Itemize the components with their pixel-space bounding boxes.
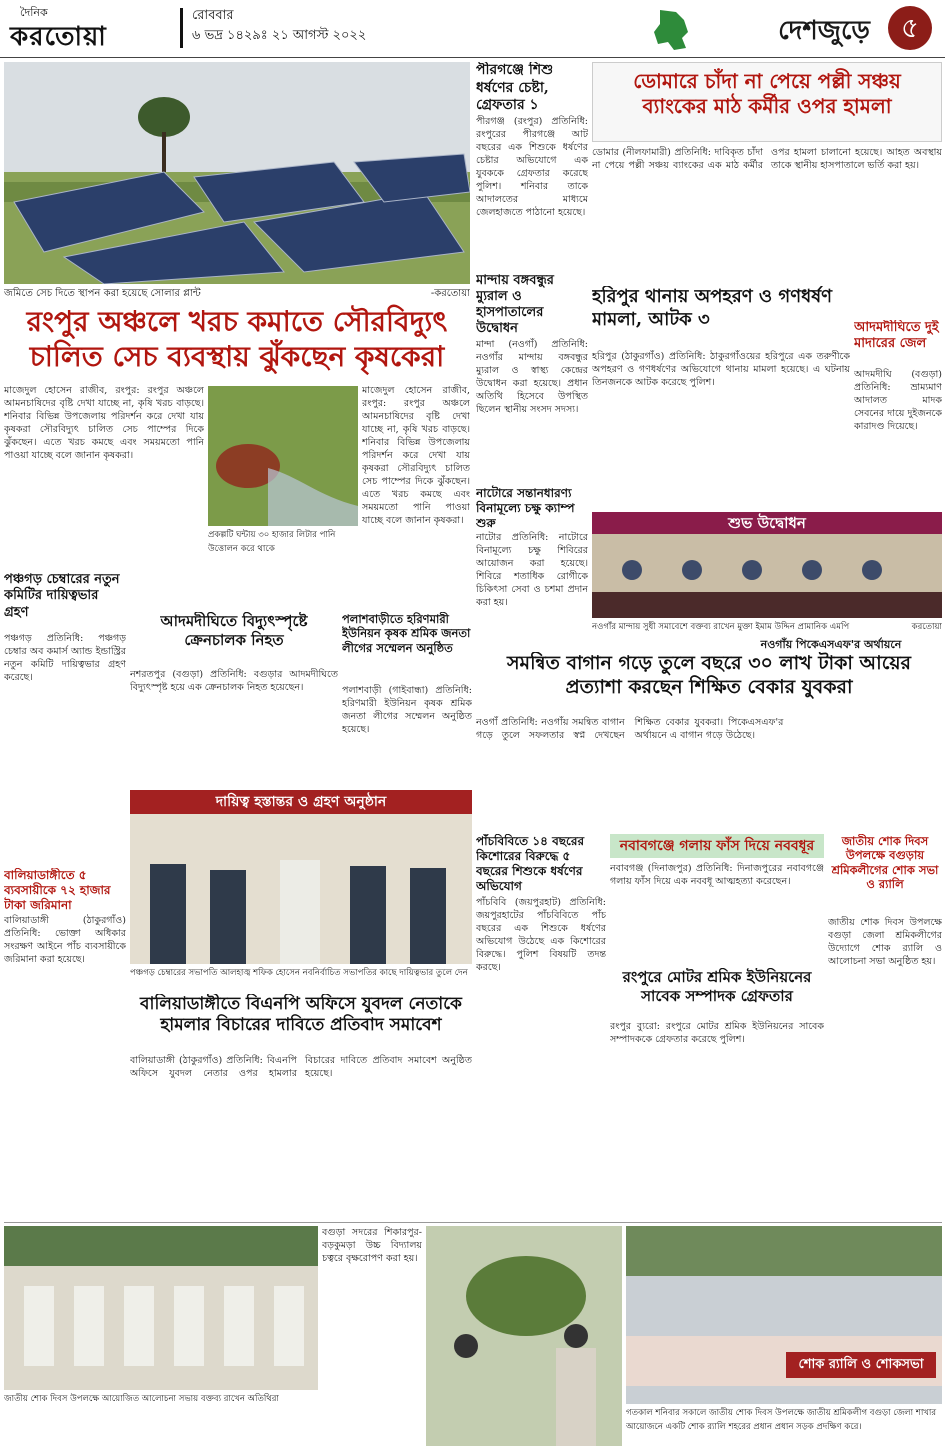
bottom-mid-paragraph: বগুড়া সদরের শিকারপুর-বড়কুমড়া উচ্চ বিদ্যালয় চত্বরে বৃক্ষরোপণ করা হয়। xyxy=(322,1227,422,1264)
adamdighi-jail-headline: আদমদীঘিতে দুই মাদারের জেল xyxy=(854,320,939,352)
bottom-mid-text xyxy=(322,1226,422,1446)
crane-text: নশরতপুর (বগুড়া) প্রতিনিধি: বগুড়ার আদমদীঘিতে বিদ্যুৎস্পৃষ্ট হয়ে এক ক্রেনচালক নিহত হয়েছেন। xyxy=(130,669,338,693)
main-story-text: মাজেদুল হোসেন রাজীব, রংপুর: রংপুর অঞ্চলে আমনচাষিদের বৃষ্টি দেখা যাচ্ছে না, কৃষি খরচ বাড়ছে। শনিবার বিভিন্ন উপজেলায় পরিদর্শন করে দেখা যায় কৃষকরা সৌরবিদ্যুৎ চালিত সেচ পাম্পের দিকে ঝুঁকছেন। এতে খরচ কমছে এবং সময়মতো পানি পাওয়া যাচ্ছে বলে জানান কৃষকরা। xyxy=(4,385,204,461)
naogaon-headline: সমন্বিত বাগান গড়ে তুলে বছরে ৩০ লাখ টাকা আয়ের প্রত্যাশা করছেন শিক্ষিত বেকার যুবকরা xyxy=(506,652,911,698)
adamdighi-jail-body xyxy=(854,368,942,508)
mourning-headline: জাতীয় শোক দিবস উপলক্ষে বগুড়ায় শ্রমিকলীগের শোক সভা ও র‍্যালি xyxy=(831,834,939,892)
crane-body xyxy=(130,668,338,784)
masthead xyxy=(0,0,945,58)
crane-headline: আদমদীঘিতে বিদ্যুৎস্পৃষ্টে ক্রেনচালক নিহত xyxy=(160,612,308,649)
domar-headline-box xyxy=(592,62,942,142)
solar-photo-caption: জমিতে সেচ দিতে স্থাপন করা হয়েছে সোলার প্লান্ট xyxy=(4,288,201,299)
bangladesh-map-icon xyxy=(650,8,692,52)
natore-body: নাটোর প্রতিনিধি: নাটোরে বিনামূল্যে চক্ষু শিবিরের আয়োজন করা হয়েছে। শিবিরে শতাধিক রোগীকে চিকিৎসা সেবা ও চশমা প্রদান করা হয়। xyxy=(476,531,588,608)
mourning-text: জাতীয় শোক দিবস উপলক্ষে বগুড়া জেলা শ্রমিকলীগের উদ্যোগে শোক র‍্যালি ও আলোচনা সভা অনুষ্ঠিত হয়। xyxy=(828,917,942,967)
pirganj-body: পীরগঞ্জ (রংপুর) প্রতিনিধি: রংপুরের পীরগঞ্জে আট বছরের এক শিশুকে ধর্ষণের চেষ্টার অভিযোগে এক যুবককে গ্রেফতার করেছে পুলিশ। শনিবার তাকে আদালতের মাধ্যমে জেলহাজতে পাঠানো হয়েছে। xyxy=(476,115,588,218)
issue-date: ৬ ভদ্র ১৪২৯ঃ ২১ আগস্ট ২০২২ xyxy=(192,28,367,43)
nawabganj-headline: নবাবগঞ্জে গলায় ফাঁস দিয়ে নববধূর xyxy=(619,838,815,854)
inauguration-credit: করতোয়া xyxy=(911,622,942,632)
natore-headline: নাটোরে সন্তানধারণ্য বিনামূল্যে চক্ষু ক্যাম্প শুরু xyxy=(476,485,575,530)
protest-body xyxy=(130,1054,472,1220)
main-story-text-cont: মাজেদুল হোসেন রাজীব, রংপুর: রংপুর অঞ্চলে আমনচাষিদের বৃষ্টি দেখা যাচ্ছে না, কৃষি খরচ বাড়ছে। শনিবার বিভিন্ন উপজেলায় পরিদর্শন করে দেখা যায় কৃষকরা সৌরবিদ্যুৎ চালিত সেচ পাম্পের দিকে ঝুঁকছেন। এতে খরচ কমছে এবং সময়মতো পানি পাওয়া যাচ্ছে বলে জানান কৃষকরা। xyxy=(362,385,470,526)
main-headline: রংপুর অঞ্চলে খরচ কমাতে সৌরবিদ্যুৎ চালিত সেচ ব্যবস্থায় ঝুঁকছেন কৃষকেরা xyxy=(26,305,448,373)
domar-headline: ডোমারে চাঁদা না পেয়ে পল্লী সঞ্চয় ব্যাংকের মাঠ কর্মীর ওপর হামলা xyxy=(633,69,901,118)
motor-body xyxy=(610,1020,824,1218)
date-block xyxy=(192,6,372,52)
domar-text: ডোমার (নীলফামারী) প্রতিনিধি: দাবিকৃত চাঁদা না পেয়ে পল্লী সঞ্চয় ব্যাংকের এক মাঠ কর্মীর ওপর হামলা চালানো হয়েছে। আহত অবস্থায় তাকে স্থানীয় হাসপাতালে ভর্তি করা হয়। xyxy=(592,147,942,171)
baliyadangi-fine-text: বালিয়াডাঙ্গী (ঠাকুরগাঁও) প্রতিনিধি: ভোক্তা অধিকার সংরক্ষণ আইনে পাঁচ ব্যবসায়ীকে জরিমানা করা হয়েছে। xyxy=(4,915,126,965)
palashbari-headline: পলাশবাড়ীতে হরিণমারী ইউনিয়ন কৃষক শ্রমিক জনতা লীগের সম্মেলন অনুষ্ঠিত xyxy=(342,612,471,655)
mourning-rally-banner: শোক র‍্যালি ও শোকসভা xyxy=(786,1352,936,1378)
pirganj-headline: পীরগঞ্জে শিশু ধর্ষণের চেষ্টা, গ্রেফতার ১ xyxy=(476,62,554,113)
masthead-divider xyxy=(180,8,183,48)
haripur-body xyxy=(592,350,850,500)
domar-body xyxy=(592,146,942,282)
weekday: রোববার xyxy=(192,8,234,23)
panchbibi-headline: পাঁচবিবিতে ১৪ বছরের কিশোরের বিরুদ্ধে ৫ বছরের শিশুকে ধর্ষণের অভিযোগ xyxy=(476,834,585,893)
paper-name: করতোয়া xyxy=(10,22,107,52)
tree-planting-photo xyxy=(426,1226,622,1446)
panchbibi-text: পাঁচবিবি (জয়পুরহাট) প্রতিনিধি: জয়পুরহাটের পাঁচবিবিতে পাঁচ বছরের এক শিশুকে ধর্ষণের অভিযোগ উঠেছে এক কিশোরের বিরুদ্ধে। পুলিশ বিষয়টি তদন্ত করছে। xyxy=(476,897,606,973)
bottom-divider xyxy=(4,1222,942,1223)
inauguration-banner: শুভ উদ্বোধন xyxy=(728,514,806,532)
paper-logo xyxy=(6,4,166,52)
nawabganj-text: নবাবগঞ্জ (দিনাজপুর) প্রতিনিধি: দিনাজপুরের নবাবগঞ্জে গলায় ফাঁস দিয়ে এক নববধূ আত্মহত্যা করেছেন। xyxy=(610,863,824,887)
section-name: দেশজুড়ে xyxy=(778,16,870,46)
panchagarh-text: পঞ্চগড় প্রতিনিধি: পঞ্চগড় চেম্বার অব কমার্স অ্যান্ড ইন্ডাস্ট্রির নতুন কমিটি দায়িত্বভার গ্রহণ করেছে। xyxy=(4,633,126,683)
mourning-rally-photo xyxy=(626,1226,942,1404)
solar-plant-photo xyxy=(4,62,470,284)
paper-small-label: দৈনিক xyxy=(20,6,48,19)
main-story-body-cont xyxy=(362,384,470,566)
mourning-body xyxy=(828,916,942,1218)
page-number: ৫ xyxy=(888,6,932,50)
adamdighi-jail-text: আদমদীঘি (বগুড়া) প্রতিনিধি: ভ্রাম্যমাণ আদালত মাদক সেবনের দায়ে দুইজনকে কারাদণ্ড দিয়েছে। xyxy=(854,369,942,432)
handover-caption: পঞ্চগড় চেম্বারের সভাপতি আলহাজ্ব শফিক হোসেন নবনির্বাচিত সভাপতির কাছে দায়িত্বভার তুলে দেন xyxy=(130,968,468,978)
irrigation-photo-caption: প্রকল্পটি ঘন্টায় ৩০ হাজার লিটার পানি উত্তোলন করে থাকে xyxy=(208,530,336,554)
nawabganj-body xyxy=(610,862,824,966)
manda-headline: মান্দায় বঙ্গবন্ধুর ম্যুরাল ও হাসপাতালের উদ্বোধন xyxy=(476,272,554,337)
motor-headline: রংপুরে মোটর শ্রমিক ইউনিয়নের সাবেক সম্পাদক গ্রেফতার xyxy=(622,968,812,1005)
handover-photo xyxy=(130,814,472,964)
haripur-text: হরিপুর (ঠাকুরগাঁও) প্রতিনিধি: ঠাকুরগাঁওয়ের হরিপুরে এক তরুণীকে অপহরণ ও গণধর্ষণের অভিযোগে থানায় মামলা হয়েছে। এ ঘটনায় তিনজনকে আটক করেছে পুলিশ। xyxy=(592,351,850,388)
inauguration-banner-bar xyxy=(592,512,942,534)
manda-body: মান্দা (নওগাঁ) প্রতিনিধি: নওগাঁর মান্দায় বঙ্গবন্ধুর ম্যুরাল ও স্বাস্থ্য কেন্দ্রের উদ্বোধন করা হয়েছে। প্রধান অতিথি হিসেবে উপস্থিত ছিলেন স্থানীয় সংসদ সদস্য। xyxy=(476,338,588,415)
inauguration-caption: নওগাঁর মান্দায় সুধী সমাবেশে বক্তব্য রাখেন মুক্তা ইমাম উদ্দিন প্রামানিক এমপি xyxy=(592,622,850,632)
baliyadangi-fine-body xyxy=(4,914,126,1074)
handover-banner: দায়িত্ব হস্তান্তর ও গ্রহণ অনুষ্ঠান xyxy=(130,790,472,814)
haripur-headline: হরিপুর থানায় অপহরণ ও গণধর্ষণ মামলা, আটক ৩ xyxy=(592,286,833,330)
inauguration-photo xyxy=(592,534,942,618)
panchagarh-headline: পঞ্চগড় চেম্বারের নতুন কমিটির দায়িত্বভার গ্রহণ xyxy=(4,572,120,620)
protest-headline: বালিয়াডাঙ্গীতে বিএনপি অফিসে যুবদল নেতাকে হামলার বিচারের দাবিতে প্রতিবাদ সমাবেশ xyxy=(140,994,462,1036)
irrigation-photo xyxy=(208,386,358,526)
bottom-left-caption: জাতীয় শোক দিবস উপলক্ষে আয়োজিত আলোচনা সভায় বক্তব্য রাখেন অতিথিরা xyxy=(4,1394,279,1404)
baliyadangi-fine-headline: বালিয়াডাঙ্গীতে ৫ ব্যবসায়ীকে ৭২ হাজার টাকা জরিমানা xyxy=(4,868,111,912)
nawabganj-headline-box xyxy=(610,834,824,858)
mourning-rally-caption: গতকাল শনিবার সকালে জাতীয় শোক দিবস উপলক্ষে জাতীয় শ্রমিকলীগ বগুড়া জেলা শাখার আয়োজনে একটি শোক র‍্যালি শহরের প্রধান প্রধান সড়ক প্রদক্ষিণ করে। xyxy=(626,1408,937,1432)
palashbari-text: পলাশবাড়ী (গাইবান্ধা) প্রতিনিধি: হরিণমারী ইউনিয়ন কৃষক শ্রমিক জনতা লীগের সম্মেলন অনুষ্ঠিত হয়েছে। xyxy=(342,685,472,735)
motor-text: রংপুর ব্যুরো: রংপুরে মোটর শ্রমিক ইউনিয়নের সাবেক সম্পাদককে গ্রেফতার করেছে পুলিশ। xyxy=(610,1021,824,1045)
panchagarh-body xyxy=(4,632,126,862)
naogaon-text: নওগাঁ প্রতিনিধি: নওগাঁয় সমন্বিত বাগান গড়ে তুলে সফলতার স্বপ্ন দেখছেন শিক্ষিত বেকার যুবকরা। পিকেএসএফ'র অর্থায়নে এ বাগান গড়ে উঠেছে। xyxy=(476,717,784,741)
main-story-body xyxy=(4,384,204,566)
section-header xyxy=(640,2,940,56)
naogaon-kicker: নওগাঁয় পিকেএসএফ'র অর্থায়নে xyxy=(760,638,902,651)
bottom-left-photo xyxy=(4,1226,318,1390)
naogaon-body xyxy=(476,716,942,828)
protest-text: বালিয়াডাঙ্গী (ঠাকুরগাঁও) প্রতিনিধি: বিএনপি অফিসে যুবদল নেতার ওপর হামলার বিচারের দাবিতে প্রতিবাদ সমাবেশ অনুষ্ঠিত হয়েছে। xyxy=(130,1055,472,1079)
panchbibi-body xyxy=(476,896,606,1218)
solar-photo-credit: -করতোয়া xyxy=(430,288,470,299)
